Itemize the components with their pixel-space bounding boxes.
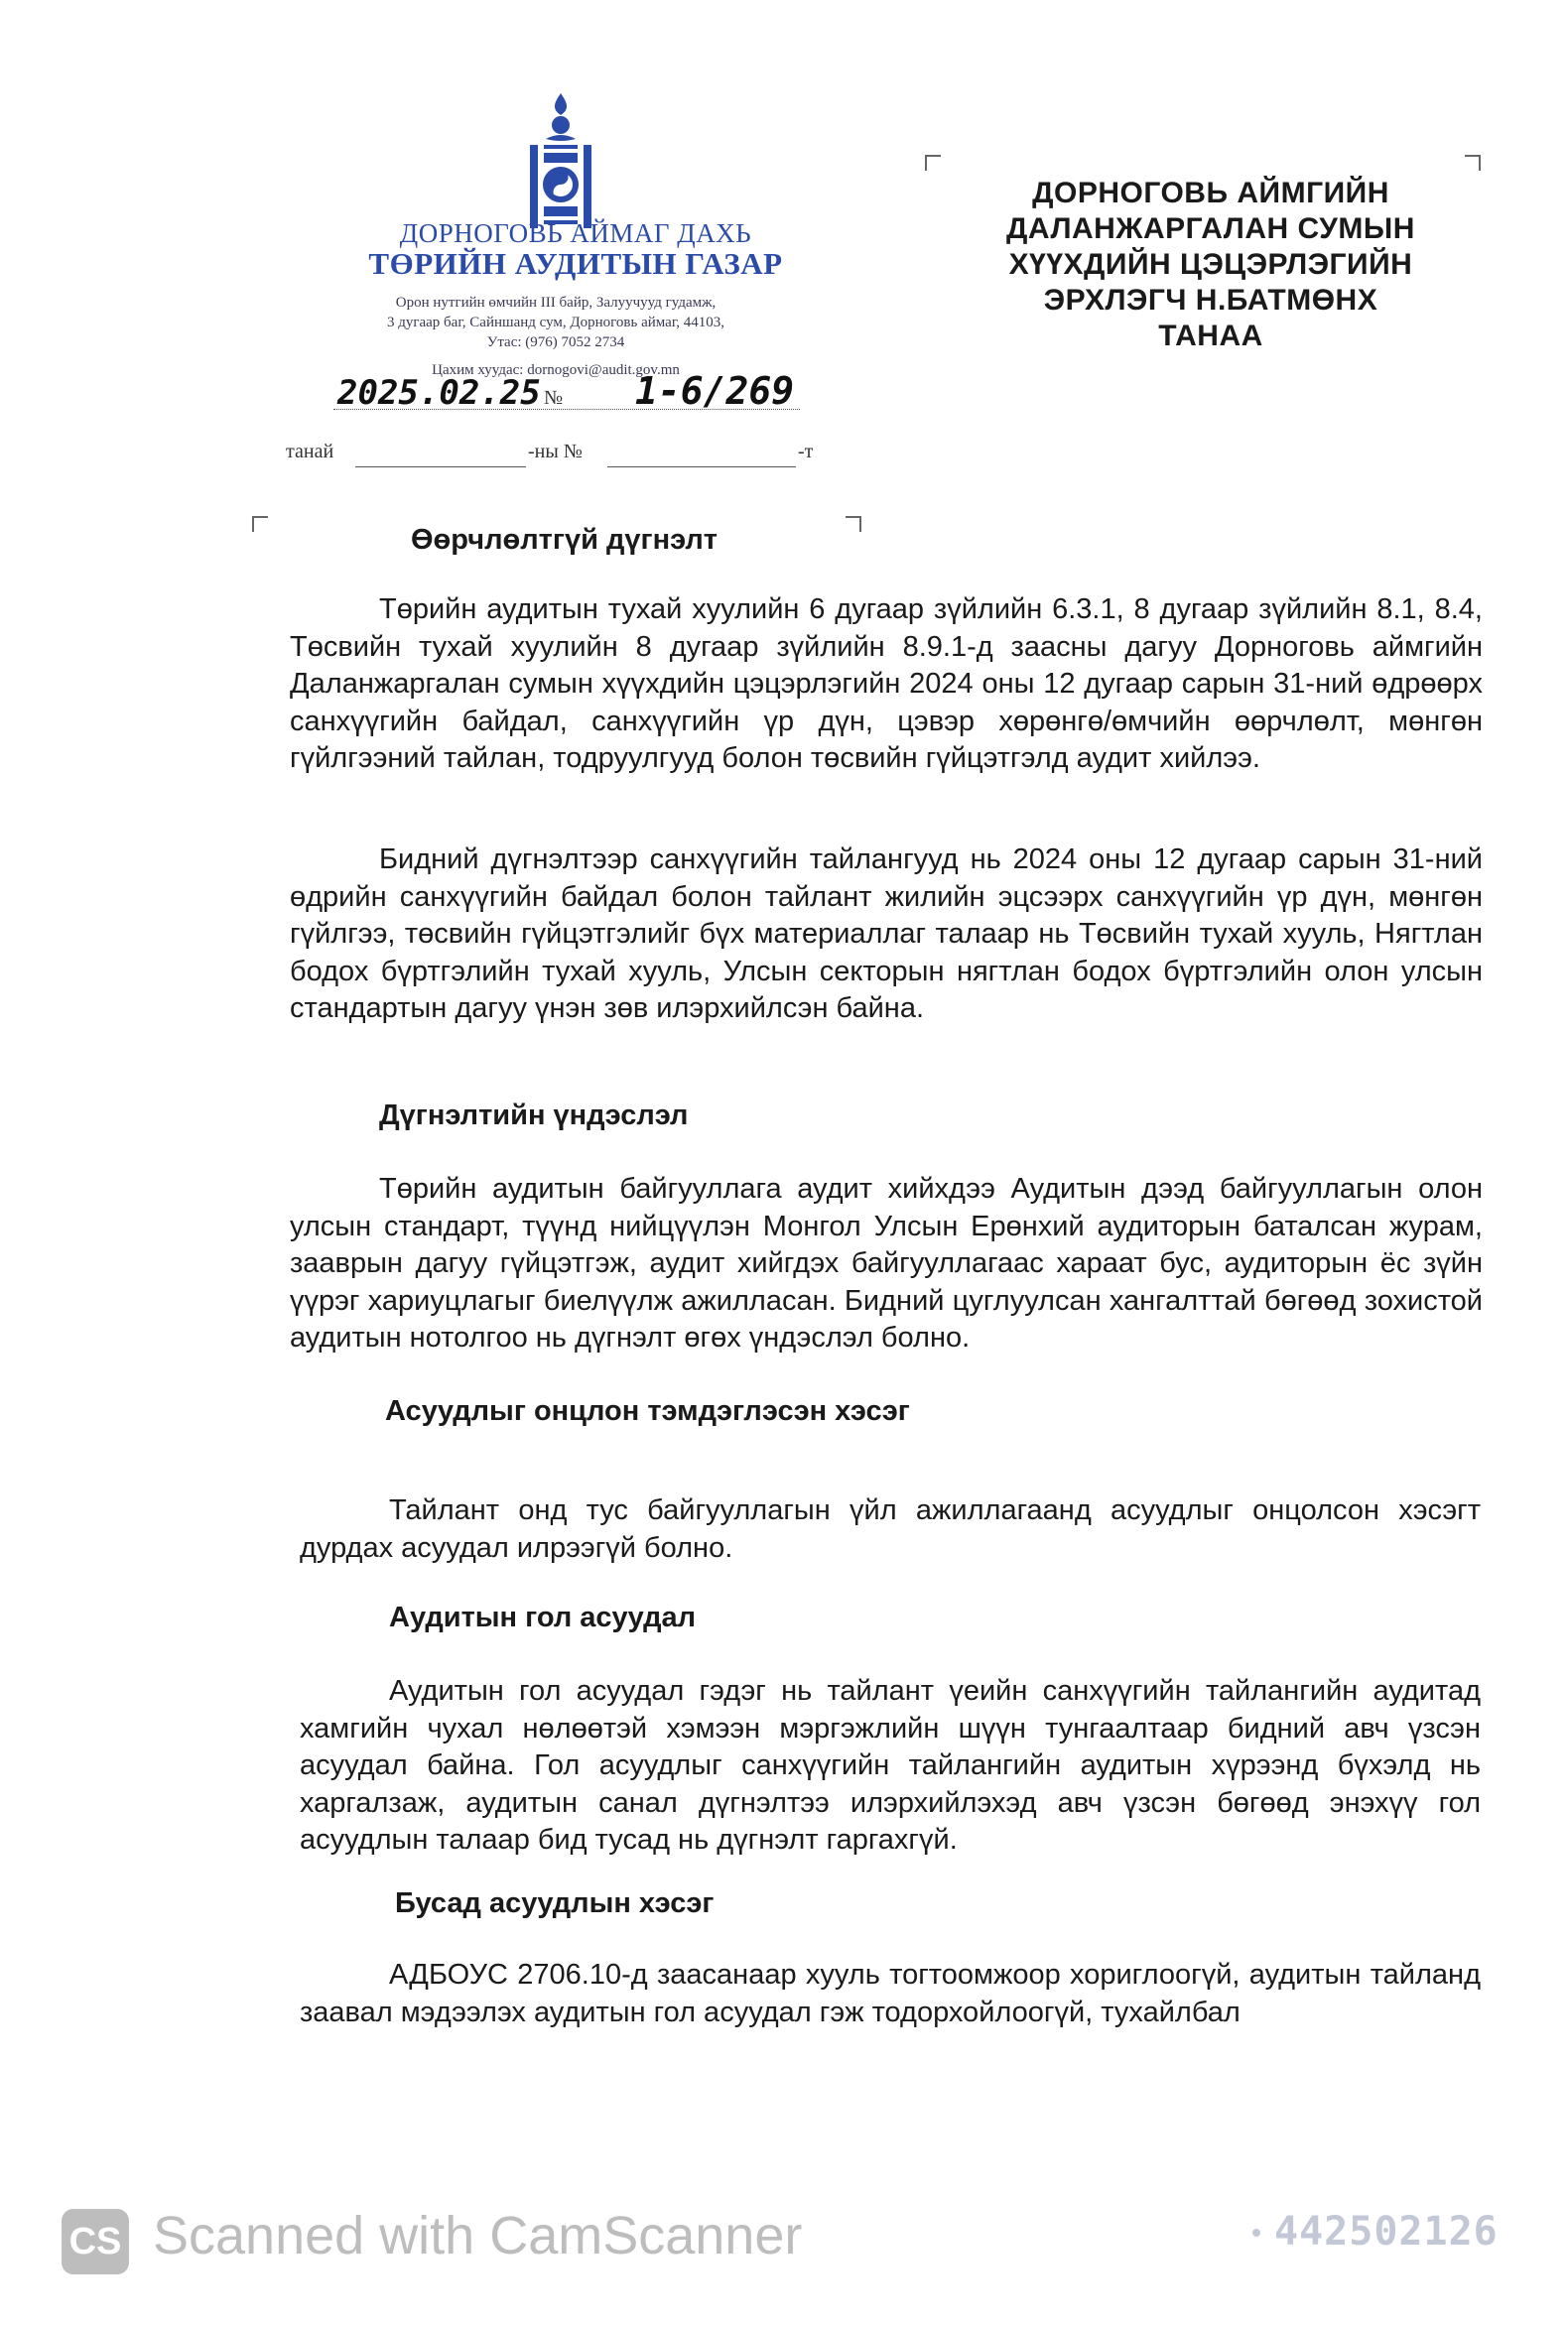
camscanner-logo-icon: CS <box>62 2209 129 2274</box>
section-heading-unmodified-opinion: Өөрчлөлтгүй дүгнэлт <box>411 524 719 556</box>
paragraph-emphasis: Тайлант онд тус байгууллагын үйл ажиллагаанд асуудлыг онцолсон хэсэгт дурдах асуудал илрээгүй болно. <box>300 1494 1481 1564</box>
sender-org-line1: ДОРНОГОВЬ АЙМАГ ДАХЬ <box>399 218 752 248</box>
reference-date-blank <box>355 466 526 467</box>
reference-suffix: -т <box>798 441 814 462</box>
section-heading-other-matters: Бусад асуудлын хэсэг <box>395 1887 715 1919</box>
scan-serial-number: 442502126 <box>1274 2209 1499 2255</box>
recipient-line5: ТАНАА <box>1158 320 1263 352</box>
recipient-line1: ДОРНОГОВЬ АЙМГИЙН <box>1032 177 1389 209</box>
corner-mark <box>846 516 861 532</box>
corner-mark <box>252 516 268 532</box>
corner-mark <box>1465 155 1481 171</box>
serial-dot <box>1252 2229 1260 2237</box>
paragraph-key-matters: Аудитын гол асуудал гэдэг нь тайлант үеийн санхүүгийн тайлангийн аудитад хамгийн чухал нөлөөтэй хэмээн мэргэжлийн шүүн тунгаалтаар бидний авч үзсэн асуудал байна. Гол асуудлыг санхүүгийн тайлангийн аудитын хүрээнд бүхэлд нь харгалзаж, аудитын санал дүгнэлтээ илэрхийлэхэд авч үзсэн бөгөөд энэхүү гол асуудлын талаар бид тусад нь дүгнэлт гаргахгүй. <box>300 1675 1481 1856</box>
recipient-line3: ХҮҮХДИЙН ЦЭЦЭРЛЭГИЙН <box>1008 248 1413 281</box>
corner-mark <box>925 155 941 171</box>
reference-number-blank <box>607 466 796 467</box>
recipient-line4: ЭРХЛЭГЧ Н.БАТМӨНХ <box>1043 284 1378 317</box>
section-heading-key-matters: Аудитын гол асуудал <box>389 1602 697 1633</box>
sender-phone: Утас: (976) 7052 2734 <box>486 334 625 350</box>
recipient-line2: ДАЛАНЖАРГАЛАН СУМЫН <box>1006 212 1415 245</box>
sender-org-line2: ТӨРИЙН АУДИТЫН ГАЗАР <box>368 246 783 281</box>
sender-address-line1: Орон нутгийн өмчийн III байр, Залуучууд гудамж, <box>395 295 717 311</box>
tanai-label: танай <box>286 441 334 462</box>
handwritten-letter-number: 1-6/269 <box>635 369 795 413</box>
sender-website: Цахим хуудас: dornogovi@audit.gov.mn <box>432 362 680 378</box>
sender-address-line2: 3 дугаар баг, Сайншанд сум, Дорноговь аймаг, 44103, <box>386 315 725 330</box>
paragraph-opinion: Бидний дүгнэлтээр санхүүгийн тайлангууд нь 2024 оны 12 дугаар сарын 31-ний өдрийн санхүүгийн байдал болон тайлант жилийн эцсээрх санхүүгийн үр дүн, мөнгөн гүйлгээ, төсвийн гүйцэтгэлийг бүх материаллаг талаар нь Төсвийн тухай хууль, Нягтлан бодох бүртгэлийн тухай хууль, Улсын секторын нягтлан бодох бүртгэлийн олон улсын стандартын дагуу үнэн зөв илэрхийлсэн байна. <box>290 843 1483 1024</box>
camscanner-watermark-text: Scanned with CamScanner <box>153 2206 803 2265</box>
paragraph-other-matters: АДБОУС 2706.10-д заасанаар хууль тогтоомжоор хориглоогүй, аудитын тайланд заавал мэдээлэх аудитын гол асуудал гэж тодорхойлоогүй, тухайлбал <box>300 1959 1481 2028</box>
state-emblem-icon <box>516 91 605 232</box>
handwritten-date: 2025.02.25 <box>337 373 541 413</box>
paragraph-audit-scope: Төрийн аудитын тухай хуулийн 6 дугаар зүйлийн 6.3.1, 8 дугаар зүйлийн 8.1, 8.4, Төсвийн тухай хуулийн 8 дугаар зүйлийн 8.9.1-д заасны дагуу Дорноговь аймгийн Даланжаргалан сумын хүүхдийн цэцэрлэгийн 2024 оны 12 дугаар сарын 31-ний өдрөөрх санхүүгийн байдал, санхүүгийн үр дүн, цэвэр хөрөнгө/өмчийн өөрчлөлт, мөнгөн гүйлгээний тайлан, тодруулгууд болон төсвийн гүйцэтгэлд аудит хийлээ. <box>290 593 1483 774</box>
reference-number-label: -ны № <box>528 441 583 462</box>
section-heading-basis: Дүгнэлтийн үндэслэл <box>379 1099 689 1131</box>
paragraph-basis: Төрийн аудитын байгууллага аудит хийхдээ Аудитын дээд байгууллагын олон улсын стандарт, түүнд нийцүүлэн Монгол Улсын Ерөнхий аудиторын баталсан журам, зааврын дагуу гүйцэтгэж, аудит хийгдэх байгууллагаас хараат бус, аудиторын ёс зүйн үүрэг хариуцлагыг биелүүлж ажилласан. Бидний цуглуулсан хангалттай бөгөөд зохистой аудитын нотолгоо нь дүгнэлт өгөх үндэслэл болно. <box>290 1173 1483 1354</box>
section-heading-emphasis: Асуудлыг онцлон тэмдэглэсэн хэсэг <box>385 1395 910 1427</box>
number-symbol: № <box>544 387 564 409</box>
